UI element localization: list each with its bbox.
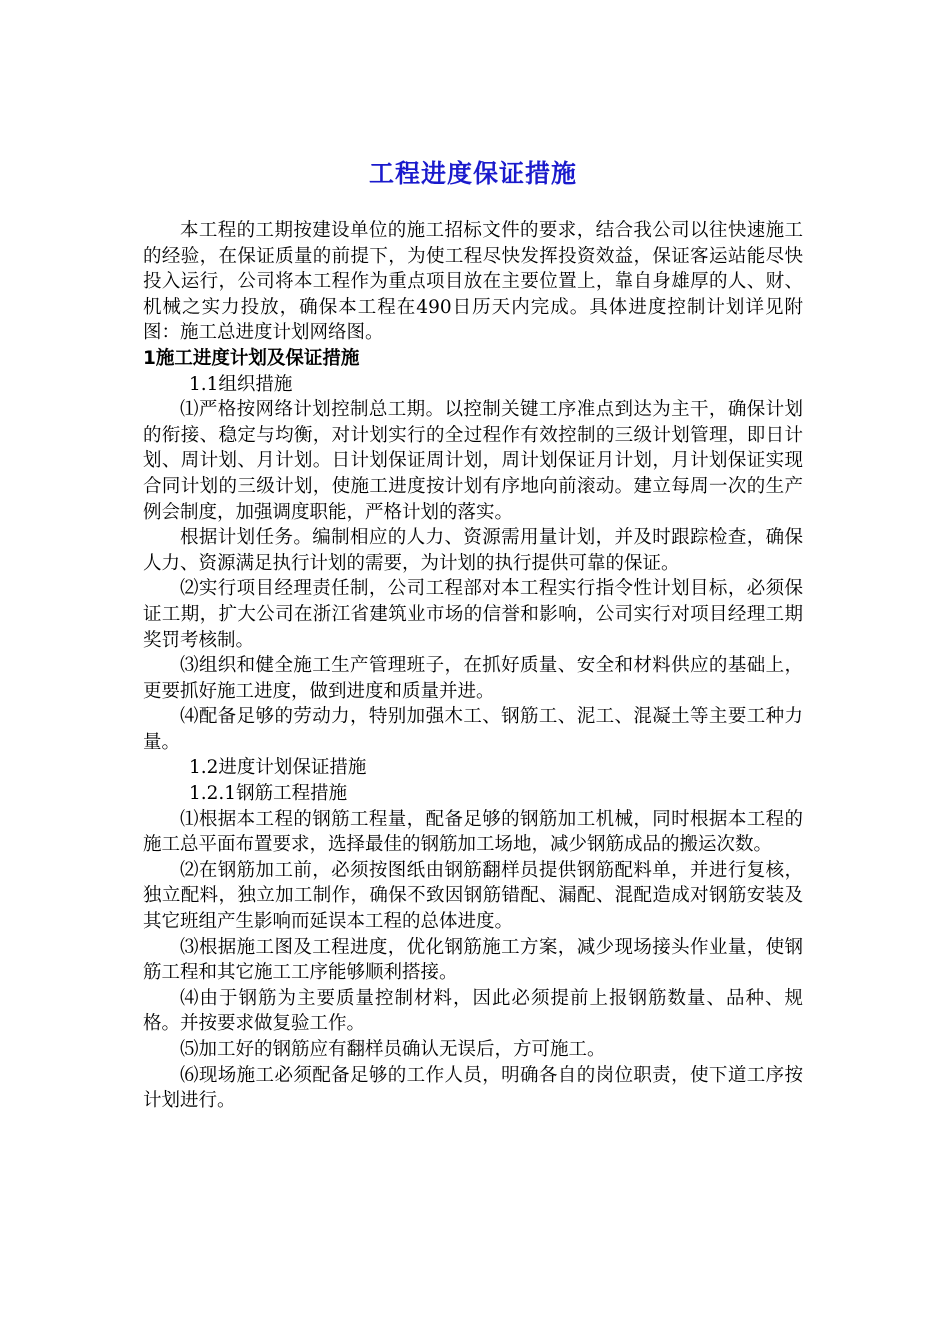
section-1-2-1-paragraph-6: ⑹现场施工必须配备足够的工作人员，明确各自的岗位职责，使下道工序按计划进行。 [143,1064,803,1112]
section-1-2-1-paragraph-5: ⑸加工好的钢筋应有翻样员确认无误后，方可施工。 [180,1039,606,1060]
section-1-1-paragraph-1: ⑴严格按网络计划控制总工期。以控制关键工序准点到达为主干，确保计划的衔接、稳定与均衡，对计划实行的全过程作有效控制的三级计划管理，即日计划、周计划、月计划。日计划保证周计划，周计划保证月计划，月计划保证实现合同计划的三级计划，使施工进度按计划有序地向前滚动。建立每周一次的生产例会制度，加强调度职能，严格计划的落实。 [143,399,803,523]
section-1-2-1-paragraph-4: ⑷由于钢筋为主要质量控制材料，因此必须提前上报钢筋数量、品种、规格。并按要求做复验工作。 [143,987,803,1035]
section-1-heading: 1施工进度计划及保证措施 [143,347,360,369]
section-1-2-heading: 1.2进度计划保证措施 [189,757,367,779]
document-title: 工程进度保证措施 [368,159,577,188]
section-1-2-1-heading: 1.2.1钢筋工程措施 [189,783,348,805]
section-1-1-paragraph-5: ⑷配备足够的劳动力，特别加强木工、钢筋工、泥工、混凝土等主要工种力量。 [143,706,803,753]
section-1-1-heading: 1.1组织措施 [189,373,293,395]
section-1-1-paragraph-2: 根据计划任务。编制相应的人力、资源需用量计划，并及时跟踪检查，确保人力、资源满足执行计划的需要，为计划的执行提供可靠的保证。 [143,527,803,574]
section-1-2-1-paragraph-1: ⑴根据本工程的钢筋工程量，配备足够的钢筋加工机械，同时根据本工程的施工总平面布置要求，选择最佳的钢筋加工场地，减少钢筋成品的搬运次数。 [143,808,803,856]
section-1-2-1-paragraph-3: ⑶根据施工图及工程进度，优化钢筋施工方案，减少现场接头作业量，使钢筋工程和其它施工工序能够顺利搭接。 [143,936,803,984]
section-1-2-1-paragraph-2: ⑵在钢筋加工前，必须按图纸由钢筋翻样员提供钢筋配料单，并进行复核，独立配料，独立加工制作，确保不致因钢筋错配、漏配、混配造成对钢筋安装及其它班组产生影响而延误本工程的总体进度。 [143,859,803,933]
document-page [143,150,803,1114]
section-1-1-paragraph-4: ⑶组织和健全施工生产管理班子，在抓好质量、安全和材料供应的基础上，更要抓好施工进度，做到进度和质量并进。 [143,655,803,702]
intro-paragraph: 本工程的工期按建设单位的施工招标文件的要求，结合我公司以往快速施工的经验，在保证质量的前提下，为使工程尽快发挥投资效益，保证客运站能尽快投入运行，公司将本工程作为重点项目放在主要位置上，靠自身雄厚的人、财、机械之实力投放，确保本工程在490日历天内完成。具体进度控制计划详见附图：施工总进度计划网络图。 [143,220,803,344]
section-1-1-paragraph-3: ⑵实行项目经理责任制，公司工程部对本工程实行指令性计划目标，必须保证工期，扩大公司在浙江省建筑业市场的信誉和影响，公司实行对项目经理工期奖罚考核制。 [143,578,803,651]
